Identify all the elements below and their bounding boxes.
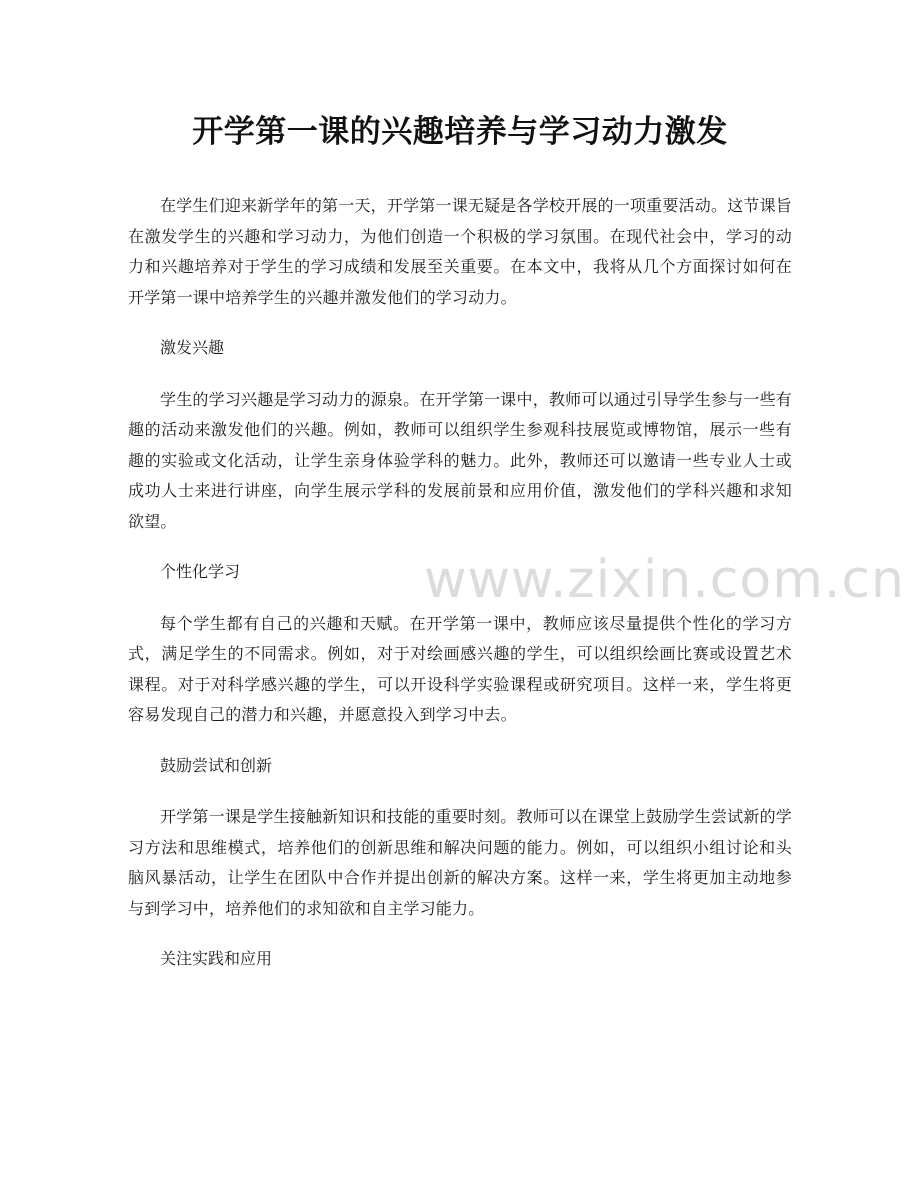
- paragraph-interest: 学生的学习兴趣是学习动力的源泉。在开学第一课中，教师可以通过引导学生参与一些有趣的活动来激发他们的兴趣。例如，教师可以组织学生参观科技展览或博物馆，展示一些有趣的实验或文化活动，让学生亲身体验学科的魅力。此外，教师还可以邀请一些专业人士或成功人士来进行讲座，向学生展示学科的发展前景和应用价值，激发他们的学科兴趣和求知欲望。: [128, 389, 792, 531]
- section-heading-personalized: 个性化学习: [160, 562, 241, 581]
- section-heading-practice: 关注实践和应用: [160, 949, 273, 968]
- watermark: www.zixin.com.cn: [424, 550, 905, 610]
- paragraph-personalized: 每个学生都有自己的兴趣和天赋。在开学第一课中，教师应该尽量提供个性化的学习方式，满足学生的不同需求。例如，对于对绘画感兴趣的学生，可以组织绘画比赛或设置艺术课程。对于对科学感兴趣的学生，可以开设科学实验课程或研究项目。这样一来，学生将更容易发现自己的潜力和兴趣，并愿意投入到学习中去。: [128, 613, 792, 724]
- document-body: [128, 191, 792, 975]
- section-heading-innovation: 鼓励尝试和创新: [160, 755, 273, 775]
- section-heading-interest: 激发兴趣: [160, 338, 225, 357]
- paragraph-innovation: 开学第一课是学生接触新知识和技能的重要时刻。教师可以在课堂上鼓励学生尝试新的学习方法和思维模式，培养他们的创新思维和解决问题的能力。例如，可以组织小组讨论和头脑风暴活动，让学生在团队中合作并提出创新的解决方案。这样一来，学生将更加主动地参与到学习中，培养他们的求知欲和自主学习能力。: [128, 807, 792, 918]
- document-title: 开学第一课的兴趣培养与学习动力激发: [192, 114, 728, 150]
- intro-paragraph: 在学生们迎来新学年的第一天，开学第一课无疑是各学校开展的一项重要活动。这节课旨在激发学生的兴趣和学习动力，为他们创造一个积极的学习氛围。在现代社会中，学习的动力和兴趣培养对于学生的学习成绩和发展至关重要。在本文中，我将从几个方面探讨如何在开学第一课中培养学生的兴趣并激发他们的学习动力。: [128, 196, 792, 307]
